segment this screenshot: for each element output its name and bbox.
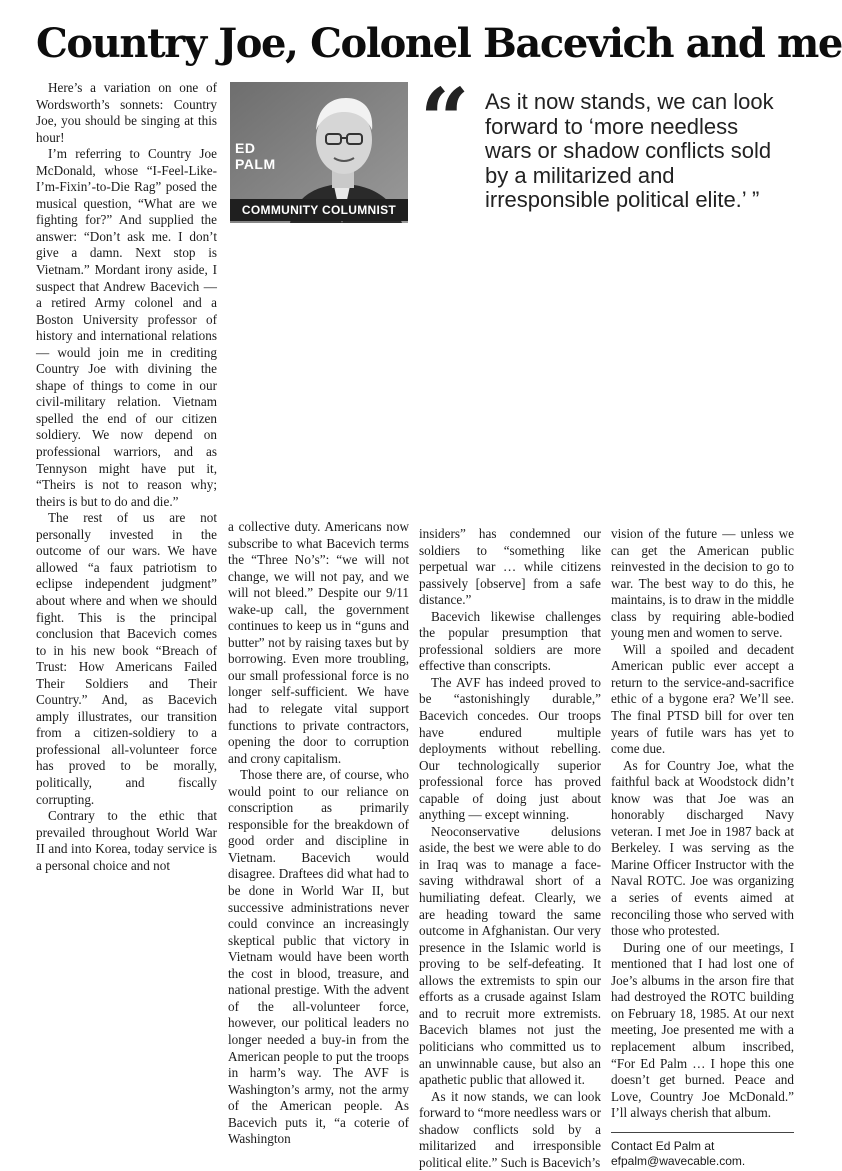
paragraph: The AVF has indeed proved to be “astonishingly durable,” Bacevich concedes. Our troops have endured multiple deployments without rebelling. Our technologically superior professional force has proved capable of doing just about anything — except winning.: [419, 674, 601, 823]
paragraph: As for Country Joe, what the faithful back at Woodstock didn’t know was that Joe was an honorably discharged Navy veteran. I met Joe in 1987 back at Berkeley. I was serving as the Marine Officer Instructor with the Naval ROTC. Joe was organizing a series of events aimed at reconciling those who served with those who protested.: [611, 757, 794, 939]
columnist-label: COMMUNITY COLUMNIST: [230, 199, 408, 221]
paragraph: Bacevich likewise challenges the popular presumption that professional soldiers are more effective than conscripts.: [419, 608, 601, 674]
article-column-1: [36, 80, 217, 906]
pull-quote: As it now stands, we can look forward to ‘more needless wars or shadow conflicts sold by a militarized and irresponsible political elite.’ ”: [485, 89, 774, 212]
byline-last-name: PALM: [235, 156, 276, 172]
quote-mark-icon: “: [420, 70, 470, 171]
paragraph: The rest of us are not personally invested in the outcome of our wars. We have allowed “a faux patriotism to eclipse independent judgment” about where and when we should fight. This is the principal conclusion that Bacevich comes to in his new book “Breach of Trust: How Americans Failed Their Soldiers and Their Country.” And, as Bacevich amply illustrates, our transition from a citizen-soldiery to a professional all-volunteer force has proved to be morally, politically, and fiscally corrupting.: [36, 510, 217, 807]
paragraph: Will a spoiled and decadent American public ever accept a return to the service-and-sacrifice ethic of a bygone era? We’ll see. The final PTSD bill for over ten years of futile wars has yet to come due.: [611, 641, 794, 757]
article-column-3: [419, 526, 601, 1170]
headline: Country Joe, Colonel Bacevich and me: [36, 20, 842, 67]
paragraph: insiders” has condemned our soldiers to “something like perpetual war … while citizens passively [observe] from a safe distance.”: [419, 526, 601, 608]
paragraph: During one of our meetings, I mentioned that I had lost one of Joe’s albums in the arson fire that had destroyed the ROTC building on February 18, 1985. At our next meeting, Joe presented me with a replacement album inscribed, “For Ed Palm … I hope this one doesn’t get burned. Peace and Love, Country Joe McDonald.” I’ll always cherish that album.: [611, 939, 794, 1121]
contact-line: Contact Ed Palm at efpalm@wavecable.com.: [611, 1132, 794, 1169]
byline-first-name: ED: [235, 140, 256, 156]
paragraph: vision of the future — unless we can get the American public reinvested in the decision to go to war. The best way to do this, he maintains, is to draw in the middle class by requiring able-bodied young men and women to serve.: [611, 526, 794, 641]
paragraph: Neoconservative delusions aside, the best we were able to do in Iraq was to manage a face-saving withdrawal short of a humiliating defeat. Clearly, we are heading toward the same outcome in Afghanistan. Our very presence in the Islamic world is proving to be self-defeating. It allows the extremists to spin our efforts as a crusade against Islam and to recruit more extremists. Bacevich blames not just the politicians who committed us to an unwinnable cause, but also an apathetic public that allowed it.: [419, 823, 601, 1088]
paragraph: a collective duty. Americans now subscribe to what Bacevich terms the “Three No’s”: “we will not change, we will not pay, and we will not bleed.” Despite our 9/11 wake-up call, the government continues to keep us in “guns and butter” not by raising taxes but by borrowing. Even more troubling, our small professional force is no longer self-sufficient. We have had to relegate vital support functions to private contractors, opening the door to corruption and crony capitalism.: [228, 519, 409, 766]
article-column-4: [611, 526, 794, 1168]
paragraph: Contrary to the ethic that prevailed throughout World War II and into Korea, today service is a personal choice and not: [36, 808, 217, 873]
article-column-2: [228, 519, 409, 1147]
paragraph: I’m referring to Country Joe McDonald, whose “I-Feel-Like-I’m-Fixin’-to-Die Rag” posed the musical question, “What are we fighting for?” And supplied the answer: “Don’t ask me. I don’t give a damn. Next stop is Vietnam.” Mordant irony aside, I suspect that Andrew Bacevich — a retired Army colonel and a Boston University professor of history and international relations — would join me in crediting Country Joe with divining the shape of things to come in our civil-military relation. Vietnam spelled the end of our citizen soldiery. We now depend on professional warriors, and as Tennyson might have put it, “Theirs is not to reason why; theirs is but to do and die.”: [36, 146, 217, 509]
byline-name: [235, 140, 295, 172]
paragraph: Here’s a variation on one of Wordsworth’s sonnets: Country Joe, you should be singing at this hour!: [36, 80, 217, 145]
paragraph: As it now stands, we can look forward to “more needless wars or shadow conflicts sold by a militarized and irresponsible political elite.” Such is Bacevich’s: [419, 1088, 601, 1170]
paragraph: Those there are, of course, who would point to our reliance on conscription as primarily responsible for the breakdown of good order and discipline in Vietnam. Bacevich would disagree. Draftees did what had to be done in World War II, but successive administrations never could convince an increasingly skeptical public that victory in Vietnam would have been worth the cost in blood, treasure, and national prestige. With the advent of the all-volunteer force, however, our political leaders no longer needed a buy-in from the American people to put the troops in harm’s way. The AVF is Washington’s army, not the army of the American people. As Bacevich puts it, “a coterie of Washington: [228, 767, 409, 1147]
